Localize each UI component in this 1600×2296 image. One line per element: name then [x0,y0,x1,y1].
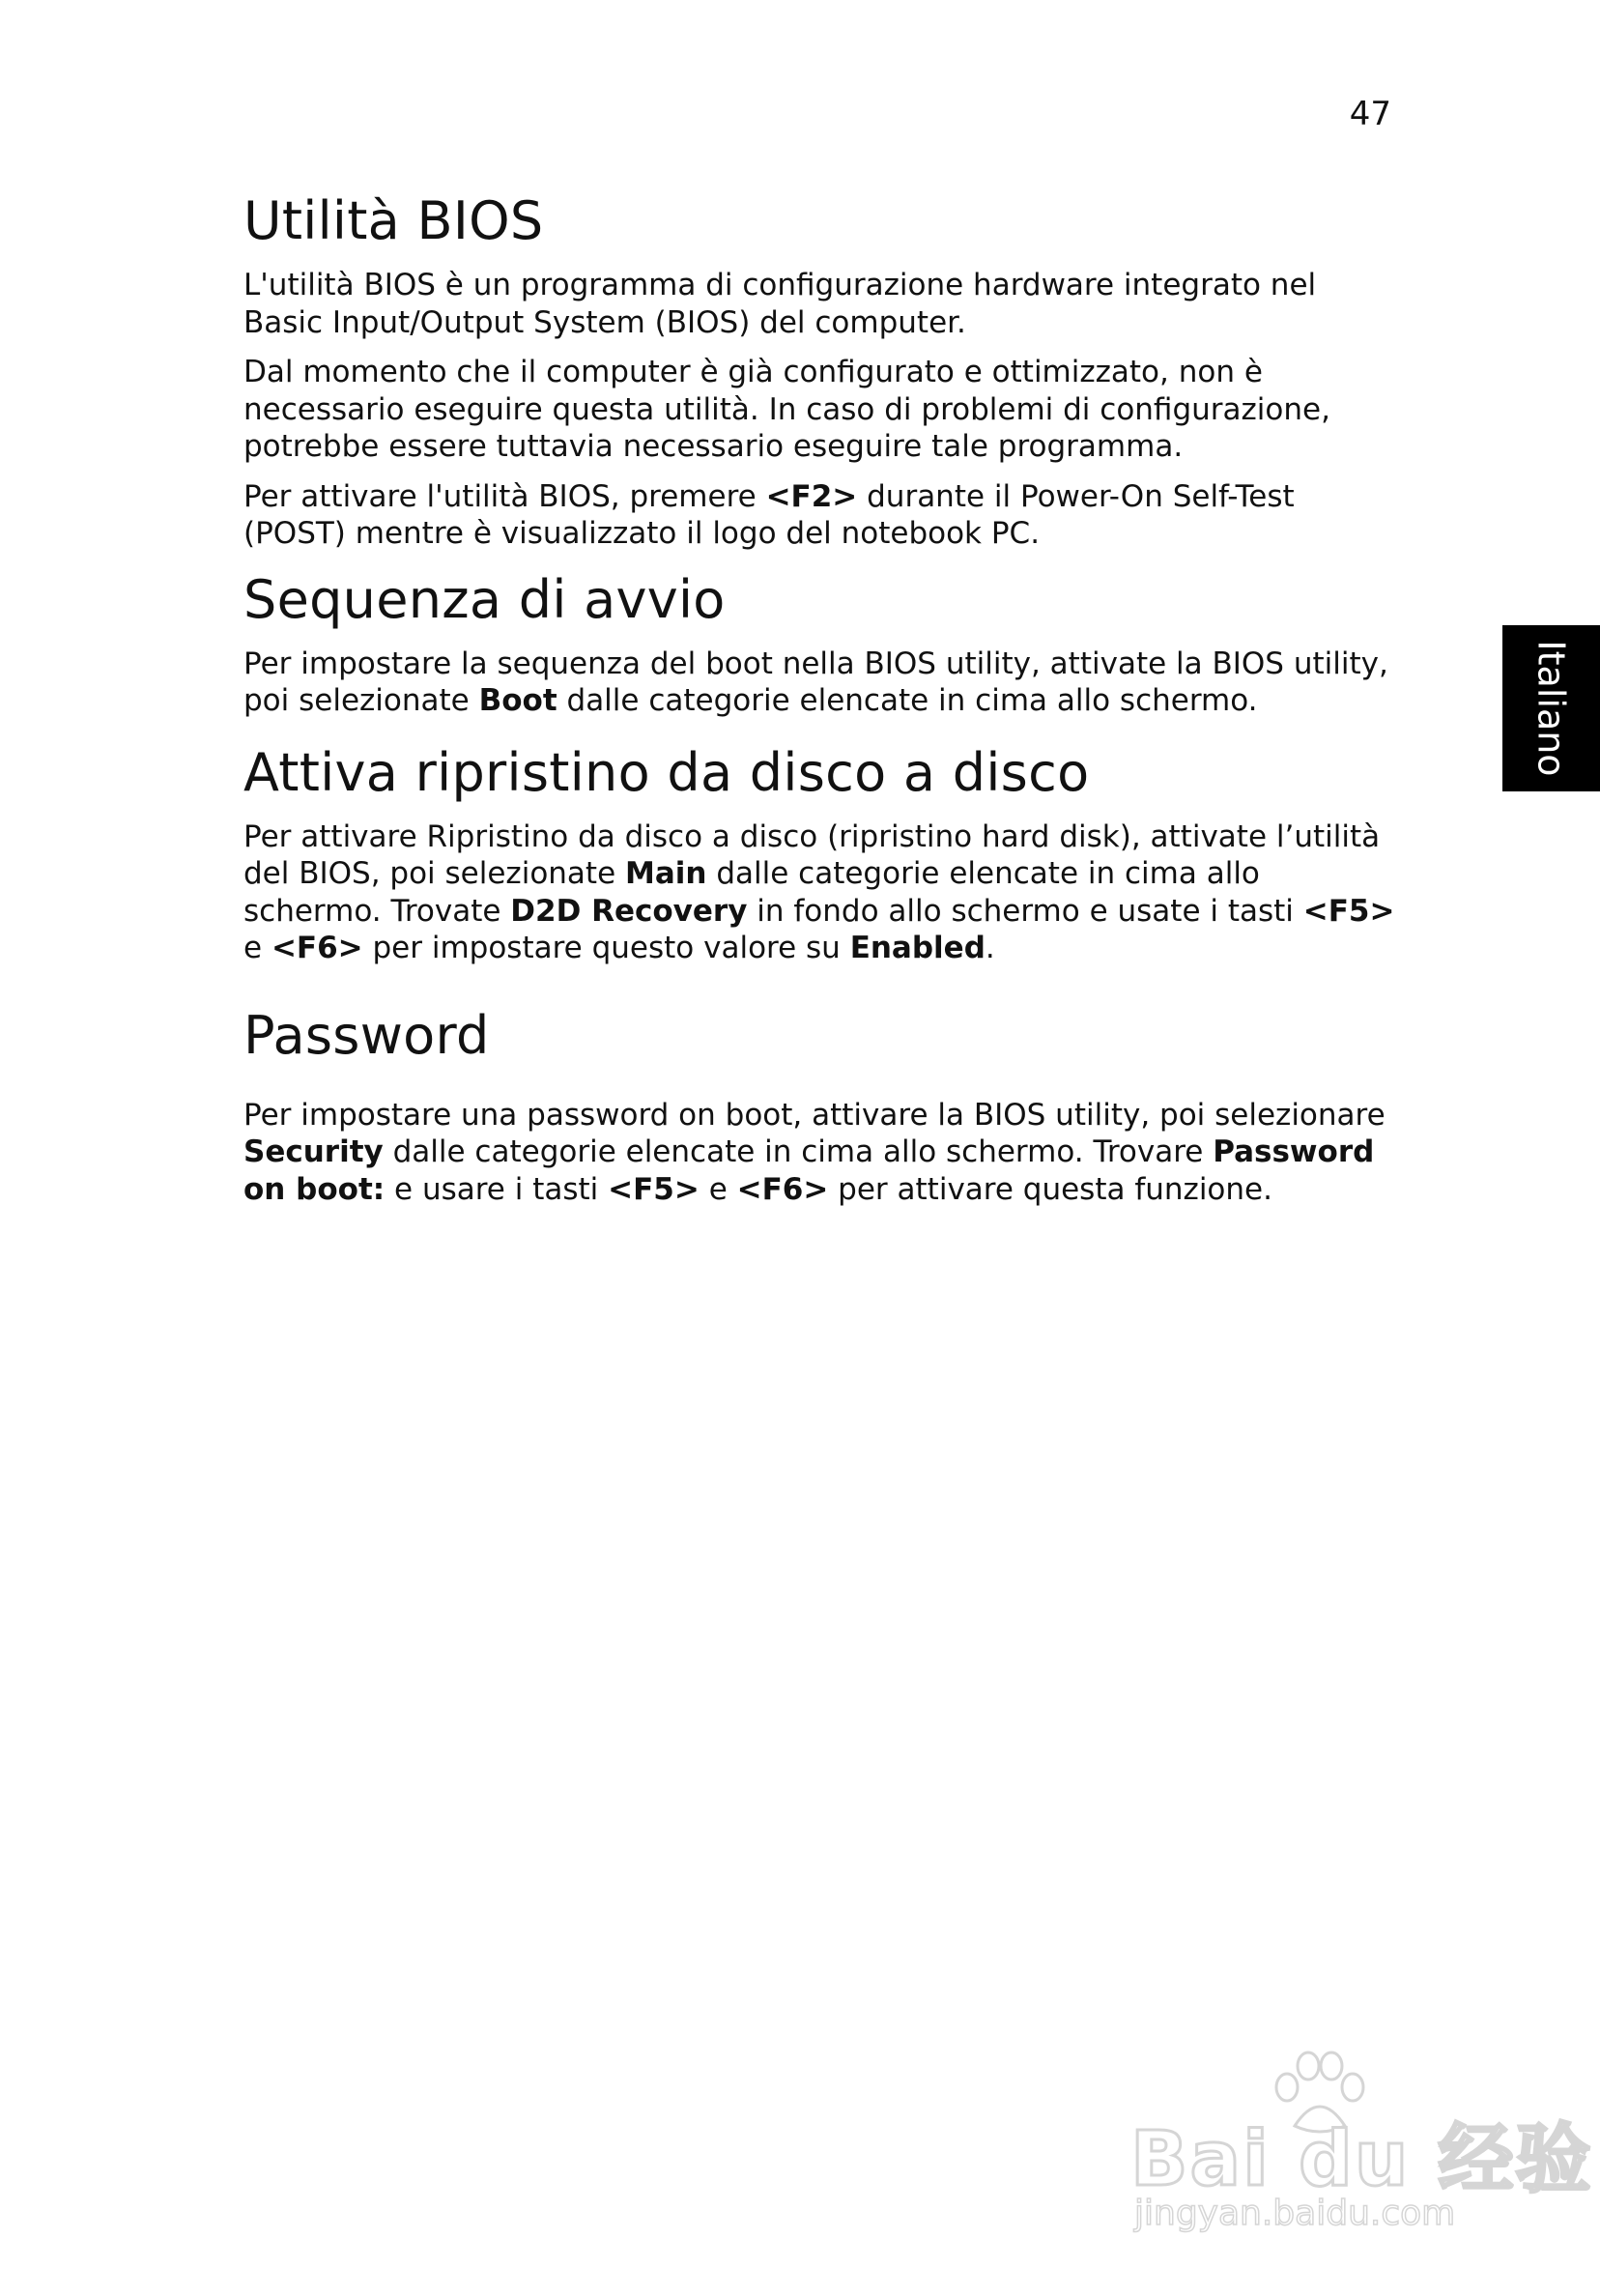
paragraph: Per attivare l'utilità BIOS, premere <F2> durante il Power-On Self-Test (POST) mentre è visualizzato il logo del notebook PC. [243,478,1295,551]
watermark-brand: Bai du 经验 [1130,2116,1593,2203]
paragraph: Per impostare una password on boot, attivare la BIOS utility, poi selezionare Security dalle categorie elencate in cima allo schermo. Trovare Password on boot: e usare i tasti <F5> e <F6> per attivare questa funzione. [243,1097,1386,1207]
term-boot: Boot [478,683,557,718]
page-number: 47 [1349,95,1391,133]
key-f2: <F2> [765,478,858,514]
paragraph: Per attivare Ripristino da disco a disco (ripristino hard disk), attivate l’utilità del BIOS, poi selezionate Main dalle categorie elencate in cima allo schermo. Trovate D2D Recovery in fondo allo schermo e usate i tasti <F5> e <F6> per impostare questo valore su Enabled. [243,818,1395,965]
term-password-on-boot: Password on boot: [243,1134,1375,1207]
key-f6: <F6> [271,931,363,965]
paragraph: Dal momento che il computer è già configurato e ottimizzato, non è necessario eseguire questa utilità. In caso di problemi di configurazione, potrebbe essere tuttavia necessario eseguire tale programma. [243,355,1330,464]
key-f5: <F5> [1302,893,1395,929]
term-security: Security [243,1134,384,1169]
section-utilita-bios [243,189,1403,553]
language-tab-label: Italiano [1529,640,1573,777]
section-password [243,1004,1403,1209]
section-heading: Utilità BIOS [243,190,544,251]
watermark-url: jingyan.baidu.com [1134,2194,1456,2233]
language-tab [1502,625,1600,791]
term-d2d-recovery: D2D Recovery [510,893,748,929]
baidu-watermark [1130,2049,1593,2233]
section-attiva-ripristino [243,741,1403,967]
key-f6: <F6> [736,1171,829,1207]
section-heading: Sequenza di avvio [243,568,726,630]
term-enabled: Enabled [849,931,986,965]
section-heading: Password [243,1004,490,1066]
term-main: Main [625,856,707,891]
key-f5: <F5> [608,1171,700,1207]
section-sequenza-di-avvio [243,568,1403,720]
paragraph: L'utilità BIOS è un programma di configurazione hardware integrato nel Basic Input/Output System (BIOS) del computer. [243,268,1317,340]
section-heading: Attiva ripristino da disco a disco [243,741,1090,803]
document-body [243,189,1403,1220]
paragraph: Per impostare la sequenza del boot nella BIOS utility, attivate la BIOS utility, poi selezionate Boot dalle categorie elencate in cima allo schermo. [243,646,1388,718]
